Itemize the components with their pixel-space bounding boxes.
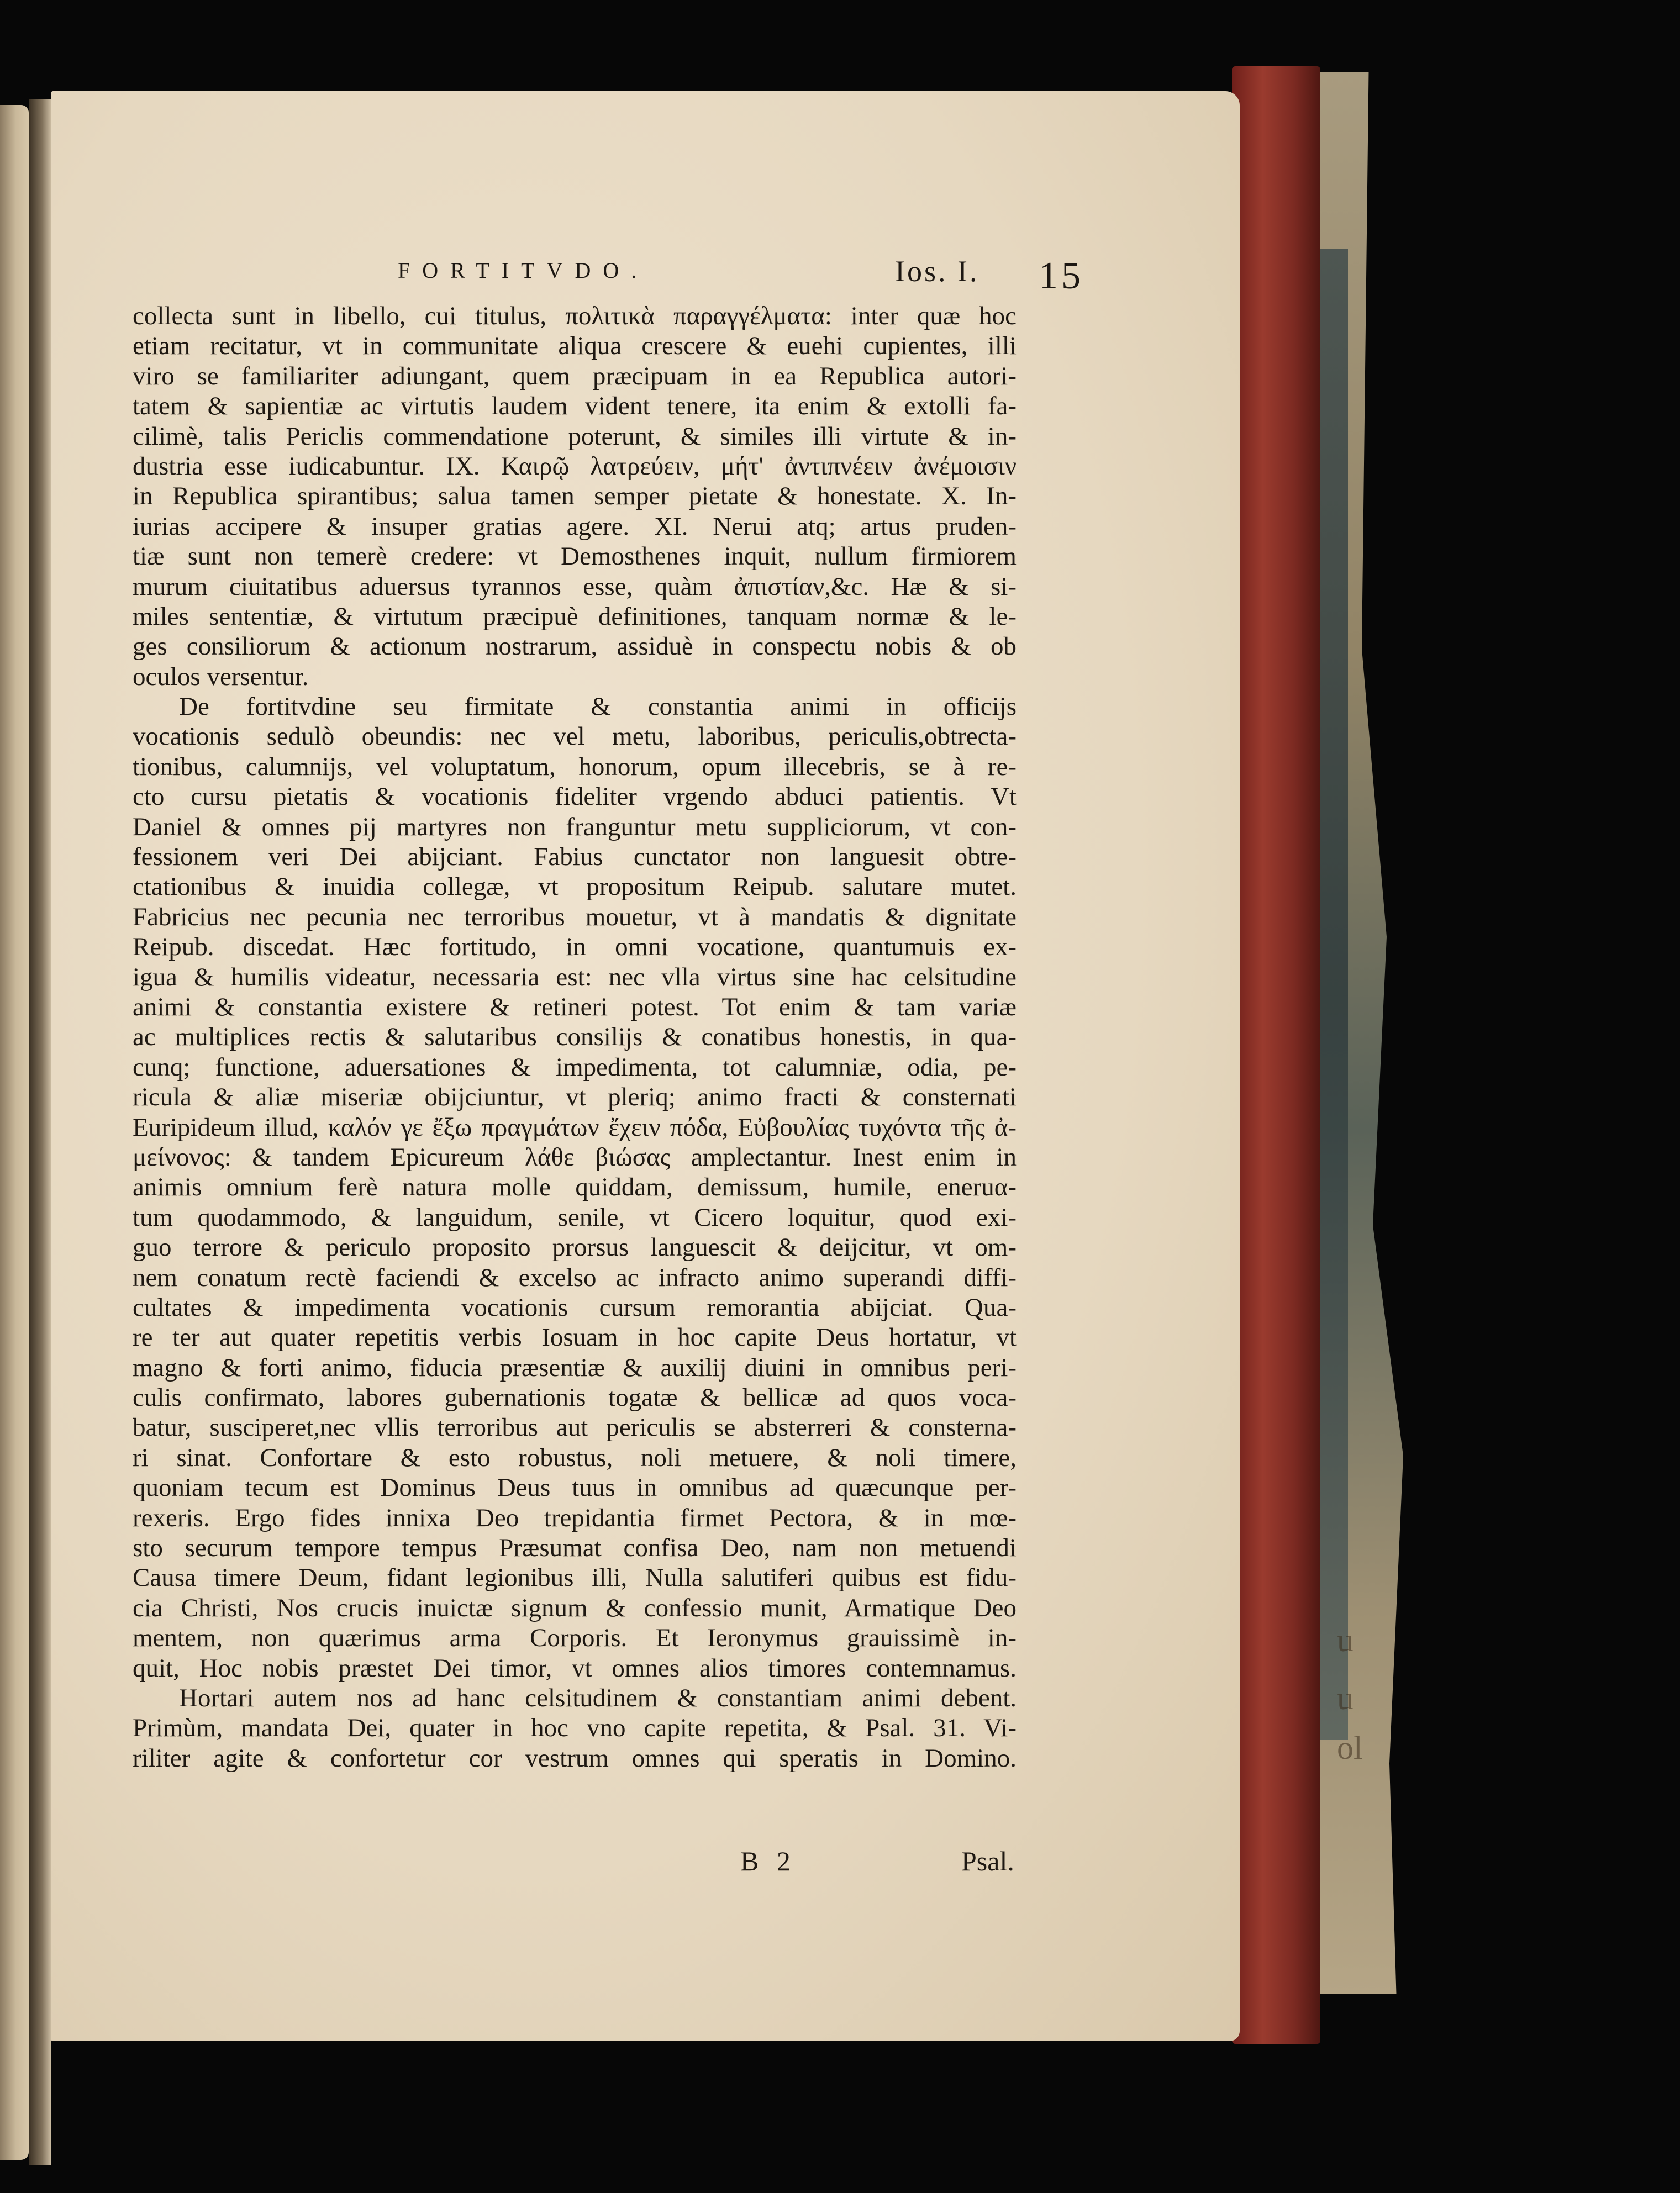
board-fragment: u	[1337, 1622, 1354, 1658]
running-head	[398, 254, 1088, 289]
text-line: in Republica spirantibus; salua tamen semper pietate & honestate. X. In-	[133, 482, 1017, 511]
text-line: cultates & impedimenta vocationis cursum remorantia abijciat. Qua-	[133, 1293, 1017, 1322]
text-line: riliter agite & confortetur cor vestrum omnes qui speratis in Domino.	[133, 1743, 1017, 1773]
text-line: cia Christi, Nos crucis inuictæ signum & confessio munit, Armatique Deo	[133, 1593, 1017, 1622]
text-line: tum quodammodo, & languidum, senile, vt Cicero loquitur, quod exi-	[133, 1203, 1017, 1232]
text-line: tatem & sapientiæ ac virtutis laudem vident tenere, ita enim & extolli fa-	[133, 392, 1017, 421]
text-line: Euripideum illud, καλόν γε ἔξω πραγμάτων ἔχειν πόδα, Εὐβουλίας τυχόντα τῆς ἀ-	[133, 1113, 1017, 1142]
text-line: tionibus, calumnijs, vel voluptatum, honorum, opum illecebris, se à re-	[133, 752, 1017, 781]
text-line: rexeris. Ergo fides innixa Deo trepidantia firmet Pectora, & in mœ-	[133, 1503, 1017, 1532]
page-number: 15	[1039, 255, 1084, 297]
text-line: μείνονος: & tandem Epicureum λάθε βιώσας amplectantur. Inest enim in	[133, 1142, 1017, 1172]
text-line: ricula & aliæ miseriæ obijciuntur, vt pleriq; animo fracti & consternati	[133, 1083, 1017, 1112]
text-line: viro se familiariter adiungant, quem præcipuam in ea Republica autori-	[133, 361, 1017, 391]
body-text	[133, 301, 1017, 1773]
text-line: quit, Hoc nobis præstet Dei timor, vt omnes alios timores contemnamus.	[133, 1653, 1017, 1683]
running-head-title: FORTITVDO.	[398, 258, 649, 283]
text-line: ctationibus & inuidia collegæ, vt propositum Reipub. salutare mutet.	[133, 872, 1017, 902]
text-line: animi & constantia existere & retineri potest. Tot enim & tam variæ	[133, 992, 1017, 1021]
text-line: murum ciuitatibus aduersus tyrannos esse, quàm ἀπιστίαν,&c. Hæ & si-	[133, 572, 1017, 601]
text-line: dustria esse iudicabuntur. IX. Καιρῷ λατρεύειν, μήτ' ἀντιπνέειν ἀνέμοισιν	[133, 451, 1017, 481]
board-fragment: u	[1337, 1680, 1354, 1716]
text-line: tiæ sunt non temerè credere: vt Demosthenes inquit, nullum firmiorem	[133, 542, 1017, 571]
running-head-reference: Ios. I.	[895, 255, 979, 288]
text-line: batur, susciperet,nec vllis terroribus aut periculis se absterreri & consterna-	[133, 1413, 1017, 1442]
text-line: fessionem veri Dei abijciant. Fabius cunctator non languesit obtre-	[133, 842, 1017, 872]
text-line: animis omnium ferè natura molle quiddam, demissum, humile, eneruα-	[133, 1173, 1017, 1202]
text-line: De fortitvdine seu firmitate & constantia animi in officijs	[179, 692, 1017, 721]
catchword: Psal.	[961, 1846, 1014, 1876]
text-line: miles sententiæ, & virtutum præcipuè definitiones, tanquam normæ & le-	[133, 602, 1017, 631]
gutter-shadow	[29, 99, 51, 2165]
text-line: re ter aut quater repetitis verbis Iosuam in hoc capite Deus hortatur, vt	[133, 1323, 1017, 1352]
text-line: oculos versentur.	[133, 662, 309, 691]
board-fragment: ol	[1337, 1730, 1363, 1766]
text-line: ac multiplices rectis & salutaribus consilijs & conatibus honestis, in qua-	[133, 1022, 1017, 1052]
text-line: culis confirmato, labores gubernationis togatæ & bellicæ ad quos voca-	[133, 1383, 1017, 1412]
text-line: Causa timere Deum, fidant legionibus illi, Nulla salutiferi quibus est fidu-	[133, 1563, 1017, 1593]
text-line: ri sinat. Confortare & esto robustus, noli metuere, & noli timere,	[133, 1443, 1017, 1472]
text-line: Primùm, mandata Dei, quater in hoc vno capite repetita, & Psal. 31. Vi-	[133, 1714, 1017, 1743]
text-line: nem conatum rectè faciendi & excelso ac infracto animo superandi diffi-	[133, 1263, 1017, 1292]
text-line: Hortari autem nos ad hanc celsitudinem & constantiam animi debent.	[179, 1683, 1017, 1712]
text-line: igua & humilis videatur, necessaria est: nec vlla virtus sine hac celsitudine	[133, 962, 1017, 992]
text-line: vocationis sedulò obeundis: nec vel metu, laboribus, periculis,obtrecta-	[133, 722, 1017, 751]
signature-mark: B 2	[740, 1846, 796, 1876]
text-line: Reipub. discedat. Hæc fortitudo, in omni vocatione, quantumuis ex-	[133, 932, 1017, 962]
text-line: quoniam tecum est Dominus Deus tuus in omnibus ad quæcunque per-	[133, 1473, 1017, 1503]
text-line: collecta sunt in libello, cui titulus, πολιτικὰ παραγγέλματα: inter quæ hoc	[133, 302, 1017, 330]
left-page-edge	[0, 105, 29, 2160]
text-line: guo terrore & periculo proposito prorsus languescit & deijcitur, vt om-	[133, 1233, 1017, 1262]
text-line: cilimè, talis Periclis commendatione poterunt, & similes illi virtute & in-	[133, 421, 1017, 451]
text-line: ges consiliorum & actionum nostrarum, assiduè in conspectu nobis & ob	[133, 632, 1017, 661]
text-line: sto securum tempore tempus Præsumat confisa Deo, nam non metuendi	[133, 1533, 1017, 1563]
text-line: iurias accipere & insuper gratias agere. XI. Nerui atq; artus pruden-	[133, 512, 1017, 541]
text-line: magno & forti animo, fiducia præsentiæ & auxilij diuini in omnibus peri-	[133, 1353, 1017, 1382]
text-line: mentem, non quærimus arma Corporis. Et Ieronymus grauissimè in-	[133, 1623, 1017, 1653]
text-line: Daniel & omnes pij martyres non franguntur metu suppliciorum, vt con-	[133, 812, 1017, 841]
text-line: etiam recitatur, vt in communitate aliqua crescere & euehi cupientes, illi	[133, 331, 1017, 361]
text-line: cunq; functione, aduersationes & impedimenta, tot calumniæ, odia, pe-	[133, 1052, 1017, 1082]
page-block-edge	[1232, 66, 1320, 2044]
text-line: cto cursu pietatis & vocationis fideliter vrgendo abduci patientis. Vt	[133, 782, 1017, 811]
text-line: Fabricius nec pecunia nec terroribus mouetur, vt à mandatis & dignitate	[133, 902, 1017, 931]
